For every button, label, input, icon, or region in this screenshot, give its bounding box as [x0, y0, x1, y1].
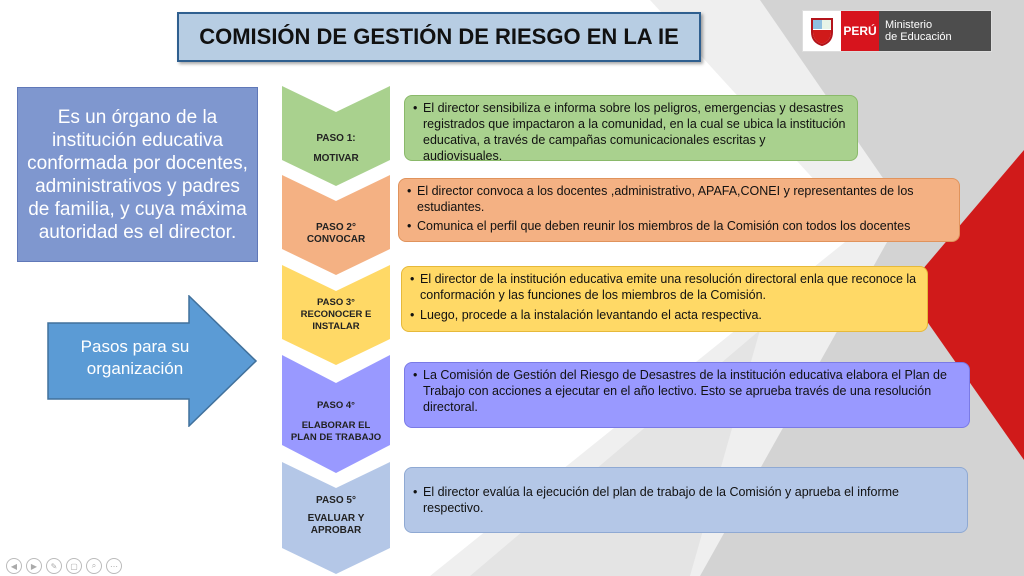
- step-1-info: [404, 95, 858, 161]
- description-box: [17, 87, 258, 262]
- step-5-bullet-1: • El director evalúa la ejecución del plan de trabajo de la Comisión y aprueba el informe respectivo.: [413, 484, 957, 516]
- pen-icon[interactable]: ✎: [46, 558, 62, 574]
- more-options-icon[interactable]: ⋯: [106, 558, 122, 574]
- peru-coat-of-arms-icon: [803, 11, 841, 51]
- ministry-logo: [802, 10, 992, 52]
- step-3-bullet-1: • El director de la institución educativa emite una resolución directoral enla que reconoce la conformación y las funciones de los miembros de la Comisión.: [410, 271, 917, 303]
- step-5-info: [404, 467, 968, 533]
- step-2-bullet-1: • El director convoca a los docentes ,administrativo, APAFA,CONEI y representantes de los estudiantes.: [407, 183, 949, 215]
- step-5-label: PASO 5° EVALUAR Y APROBAR: [307, 495, 365, 536]
- ministry-line-2: de Educación: [885, 31, 952, 43]
- ministry-label: [879, 11, 991, 51]
- description-text: Es un órgano de la institución educativa conformada por docentes, administrativos y padres de familia, y cuya máxima autoridad es el director.: [27, 106, 248, 243]
- pasos-arrow-label: Pasos para su organización: [80, 337, 190, 378]
- page-title: COMISIÓN DE GESTIÓN DE RIESGO EN LA IE: [177, 12, 701, 62]
- step-3-info: [401, 266, 928, 332]
- step-2-bullet-2: • Comunica el perfil que deben reunir los miembros de la Comisión con todos los docentes: [407, 218, 949, 234]
- step-3-bullet-2: • Luego, procede a la instalación levantando el acta respectiva.: [410, 307, 917, 323]
- prev-slide-icon[interactable]: ◀: [6, 558, 22, 574]
- step-3-label: PASO 3° RECONOCER E INSTALAR: [300, 297, 372, 332]
- step-2-label: PASO 2° CONVOCAR: [306, 222, 366, 245]
- step-2-info: [398, 178, 960, 242]
- next-slide-icon[interactable]: ▶: [26, 558, 42, 574]
- step-4-label: PASO 4° ELABORAR EL PLAN DE TRABAJO: [290, 400, 382, 443]
- step-4-bullet-1: • La Comisión de Gestión del Riesgo de Desastres de la institución educativa elabora el Plan de Trabajo con acciones a ejecutar en el año lectivo. Esto se aprueba través de una resolución directoral.: [413, 367, 959, 415]
- slideshow-controls: [6, 558, 122, 574]
- step-1-label: PASO 1: MOTIVAR: [313, 133, 359, 164]
- step-1-bullet-1: • El director sensibiliza e informa sobre los peligros, emergencias y desastres registrados que impactaron a la comunidad, en la cual se ubica la institución educativa, a través de campañas comunicacionales escritas y audiovisuales.: [413, 100, 847, 164]
- step-4-info: [404, 362, 970, 428]
- peru-label: PERÚ: [841, 11, 879, 51]
- zoom-icon[interactable]: ⌕: [86, 558, 102, 574]
- ministry-line-1: Ministerio: [885, 19, 933, 31]
- slides-icon[interactable]: ▢: [66, 558, 82, 574]
